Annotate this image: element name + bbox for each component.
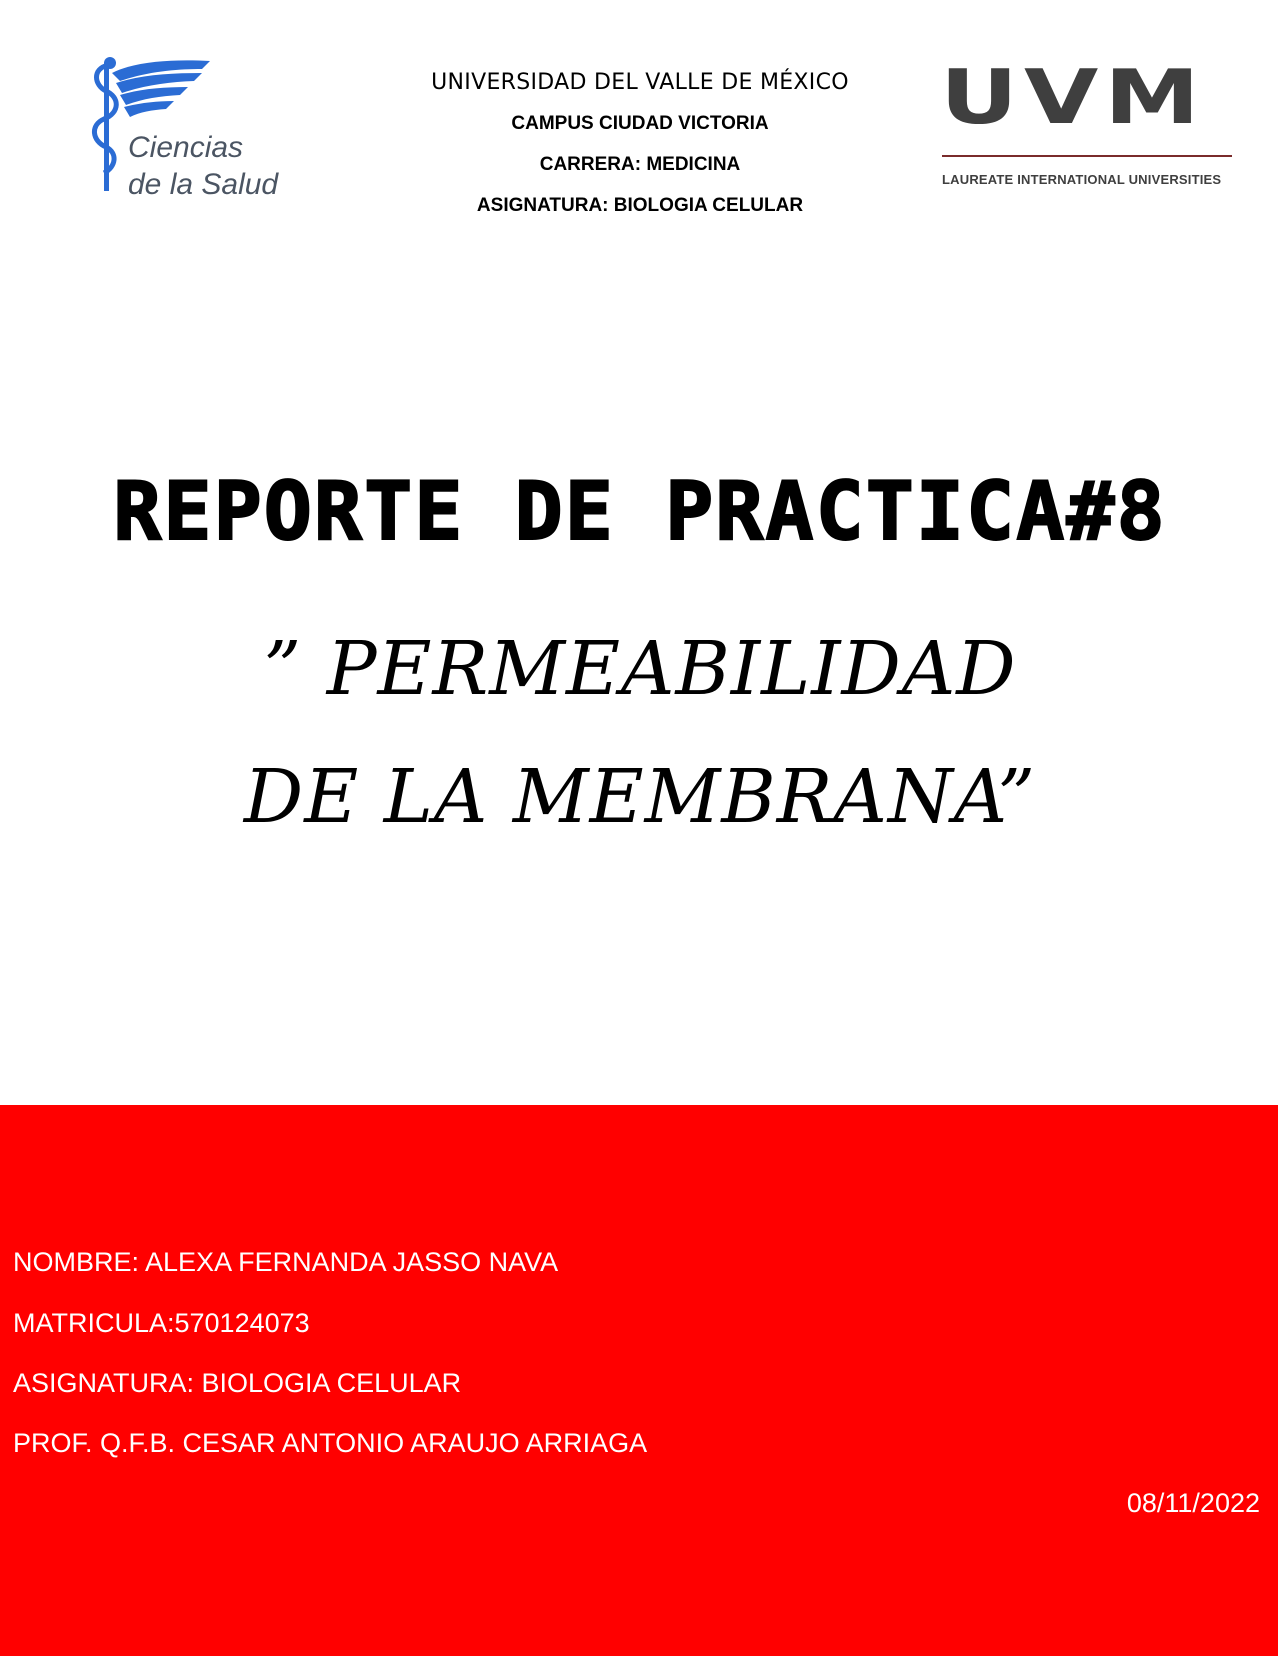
university-name: UNIVERSIDAD DEL VALLE DE MÉXICO — [431, 70, 849, 95]
logo-text-line2: de la Salud — [128, 168, 279, 201]
subject-name: ASIGNATURA: BIOLOGIA CELULAR — [476, 195, 804, 216]
header-institution — [360, 70, 920, 236]
report-date: 08/11/2022 — [1126, 1488, 1260, 1518]
career-name: CARRERA: MEDICINA — [539, 154, 741, 175]
campus-name: CAMPUS CIUDAD VICTORIA — [511, 113, 769, 134]
student-id: MATRICULA:570124073 — [13, 1308, 310, 1338]
laureate-tagline: LAUREATE INTERNATIONAL UNIVERSITIES — [942, 172, 1222, 187]
logo-divider — [942, 155, 1232, 157]
uvm-wordmark: UVM — [940, 53, 1206, 141]
student-name: NOMBRE: ALEXA FERNANDA JASSO NAVA — [13, 1247, 559, 1277]
logo-text-line1: Ciencias — [128, 131, 244, 164]
report-title: REPORTE DE PRACTICA#8 — [113, 465, 1167, 558]
professor-name: PROF. Q.F.B. CESAR ANTONIO ARAUJO ARRIAGA — [13, 1428, 648, 1458]
ciencias-salud-logo — [90, 55, 320, 205]
report-subtitle: ” PERMEABILIDAD DE LA MEMBRANA” — [243, 626, 1037, 840]
uvm-logo — [940, 53, 1240, 192]
student-subject: ASIGNATURA: BIOLOGIA CELULAR — [13, 1368, 462, 1398]
